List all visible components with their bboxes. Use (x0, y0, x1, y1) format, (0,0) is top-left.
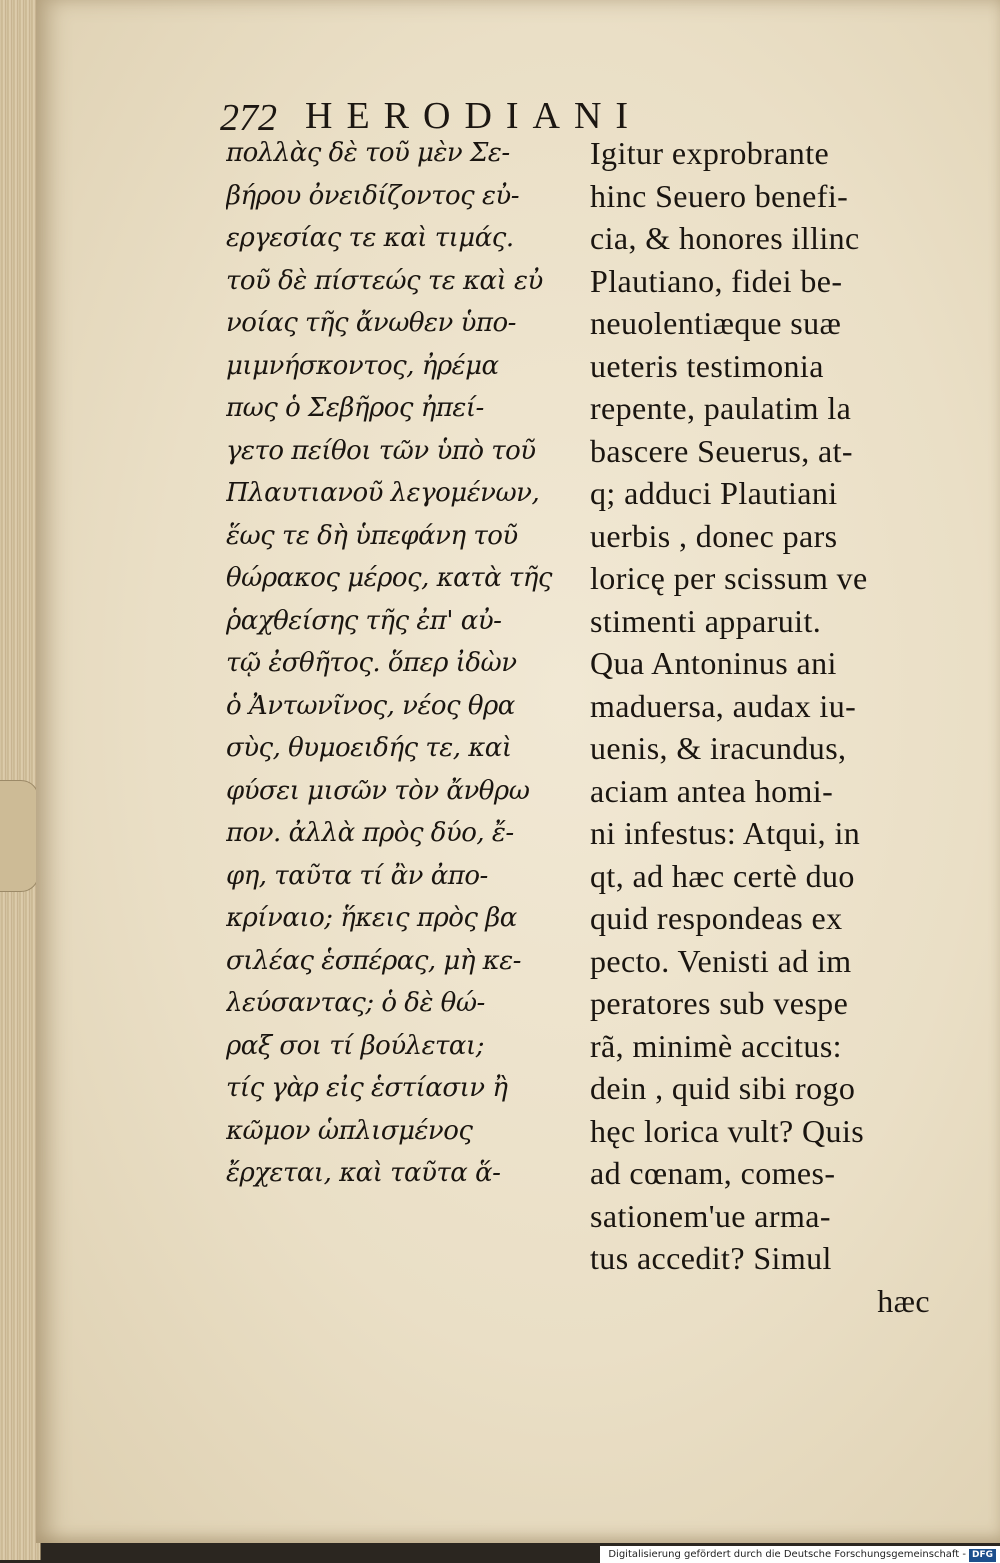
latin-line: quid respondeas ex (590, 900, 843, 936)
latin-line: uenis, & iracundus, (590, 730, 847, 766)
greek-line: τοῦ δὲ πίστεώς τε καὶ εὐ (226, 265, 543, 296)
greek-line: βήρου ὀνειδίζοντος εὐ- (226, 180, 520, 211)
latin-line: loricę per scissum ve (590, 560, 868, 596)
greek-line: θώρακος μέρος, κατὰ τῆς (226, 563, 552, 593)
latin-line: maduersa, audax iu- (590, 687, 857, 724)
greek-line: λεύσαντας; ὁ δὲ θώ- (226, 988, 485, 1018)
greek-line: γετο πείθοι τῶν ὑπὸ τοῦ (226, 435, 536, 466)
greek-line: κρίναιο; ἥκεις πρὸς βα (226, 903, 517, 933)
greek-line: φη, ταῦτα τί ἂν ἀπο- (226, 860, 488, 891)
credit-text: Digitalisierung gefördert durch die Deutsche Forschungsgemeinschaft - (608, 1549, 966, 1560)
latin-line: sationem'ue arma- (590, 1197, 831, 1234)
greek-line: σιλέας ἑσπέρας, μὴ κε- (226, 945, 521, 976)
latin-line: Qua Antoninus ani (590, 645, 837, 681)
greek-line: μιμνήσκοντος, ἠρέμα (226, 350, 499, 381)
latin-line: rã, minimè accitus: (590, 1027, 842, 1064)
digitization-credit (600, 1546, 1000, 1563)
greek-line: νοίας τῆς ἄνωθεν ὑπο- (226, 308, 516, 338)
latin-line: hinc Seuero benefi- (590, 177, 849, 214)
latin-line: uerbis , donec pars (590, 517, 838, 554)
greek-line: εργεσίας τε καὶ τιμάς. (226, 223, 514, 253)
greek-line: Πλαυτιανοῦ λεγομένων, (226, 478, 540, 508)
greek-line: ὁ Ἀντωνῖνος, νέος θρα (226, 690, 515, 721)
greek-line: τῷ ἐσθῆτος. ὅπερ ἰδὼν (226, 648, 517, 678)
greek-line: πως ὁ Σεβῆρος ἠπεί- (226, 393, 484, 423)
greek-line: ἕως τε δὴ ὑπεφάνη τοῦ (226, 520, 518, 551)
latin-line: Plautiano, fidei be- (590, 262, 843, 299)
latin-line: ad cœnam, comes- (590, 1155, 836, 1191)
greek-line: ἔρχεται, καὶ ταῦτα ἅ- (226, 1158, 501, 1188)
greek-line: σὺς, θυμοειδής τε, καὶ (226, 733, 512, 763)
dfg-logo: DFG (969, 1549, 996, 1562)
latin-line: ni infestus: Atqui, in (590, 815, 861, 851)
latin-line: stimenti apparuit. (590, 602, 822, 639)
latin-line: dein , quid sibi rogo (590, 1070, 856, 1106)
greek-line: ραξ σοι τί βούλεται; (226, 1030, 484, 1061)
latin-line: peratores sub vespe (590, 985, 849, 1021)
greek-line: ῥαχθείσης τῆς ἐπ' αὐ- (226, 605, 502, 636)
latin-line: repente, paulatim la (590, 390, 852, 426)
greek-line: πολλὰς δὲ τοῦ μὲν Σε- (226, 138, 510, 168)
latin-line: pecto. Venisti ad im (590, 942, 852, 979)
latin-line: bascere Seuerus, at- (590, 432, 853, 469)
greek-line: πον. ἀλλὰ πρὸς δύο, ἔ- (226, 818, 514, 848)
page-number: 272 (220, 97, 277, 139)
book-clasp (0, 780, 39, 892)
latin-line: Igitur exprobrante (590, 135, 830, 171)
latin-line: ueteris testimonia (590, 347, 824, 384)
running-title: HERODIANI (305, 95, 643, 137)
greek-line: φύσει μισῶν τὸν ἄνθρω (226, 775, 530, 806)
latin-line: aciam antea homi- (590, 772, 834, 809)
latin-line: hęc lorica vult? Quis (590, 1112, 865, 1149)
greek-line: κῶμον ὡπλισμένος (226, 1115, 473, 1146)
latin-line: neuolentiæque suæ (590, 305, 842, 341)
latin-line: cia, & honores illinc (590, 220, 860, 256)
latin-line: q; adduci Plautiani (590, 475, 838, 511)
catchword: hæc (877, 1282, 930, 1319)
latin-column (590, 132, 950, 1322)
latin-line: qt, ad hæc certè duo (590, 857, 855, 894)
greek-column (226, 132, 596, 1195)
greek-line: τίς γὰρ εἰς ἑστίασιν ἢ (226, 1073, 508, 1103)
latin-line: tus accedit? Simul (590, 1240, 832, 1276)
